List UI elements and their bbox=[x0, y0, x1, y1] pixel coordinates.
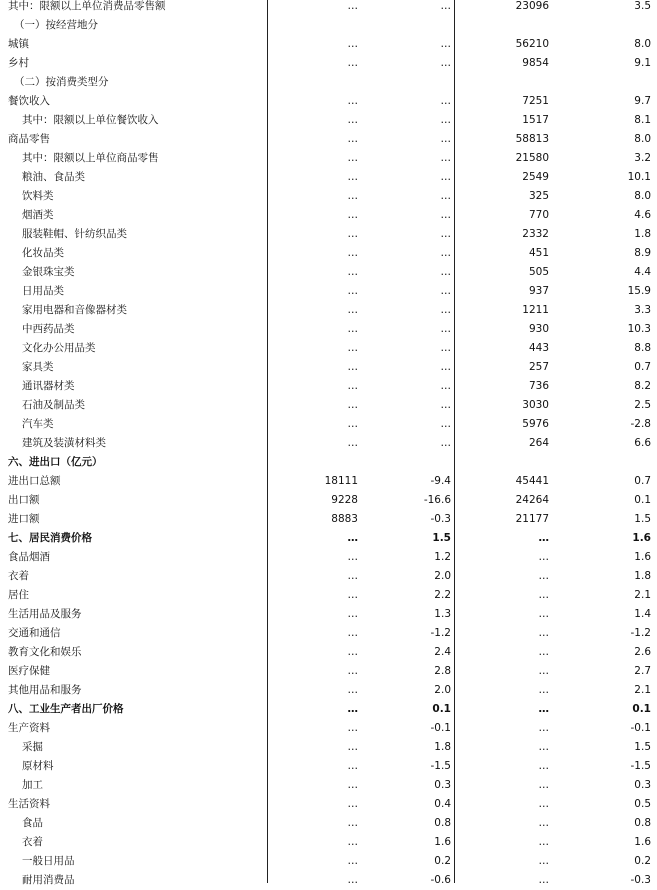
cell-c2: 1.2 bbox=[434, 551, 451, 563]
cell-c2: -0.1 bbox=[430, 722, 451, 734]
cell-c3: 451 bbox=[528, 247, 549, 259]
cell-c4: 2.1 bbox=[634, 684, 651, 696]
table-row bbox=[0, 149, 657, 168]
cell-c3: 5976 bbox=[522, 418, 549, 430]
cell-c4: 4.6 bbox=[634, 209, 651, 221]
cell-c1: … bbox=[347, 247, 358, 259]
row-label: 交通和通信 bbox=[8, 627, 61, 639]
cell-c4: 1.4 bbox=[634, 608, 651, 620]
cell-c3: … bbox=[538, 874, 549, 886]
table-row bbox=[0, 16, 657, 35]
cell-c1: … bbox=[347, 133, 358, 145]
table-row bbox=[0, 339, 657, 358]
cell-c1: 9228 bbox=[331, 494, 358, 506]
cell-c4: 3.5 bbox=[634, 0, 651, 12]
table-row bbox=[0, 396, 657, 415]
row-label: 教育文化和娱乐 bbox=[8, 646, 82, 658]
row-label: 金银珠宝类 bbox=[22, 266, 75, 278]
row-label: 生活用品及服务 bbox=[8, 608, 82, 620]
table-row bbox=[0, 776, 657, 795]
table-row bbox=[0, 301, 657, 320]
row-label: 其他用品和服务 bbox=[8, 684, 82, 696]
cell-c1: … bbox=[347, 0, 358, 12]
cell-c4: 1.6 bbox=[632, 532, 651, 544]
table-row bbox=[0, 852, 657, 871]
table-row bbox=[0, 700, 657, 719]
row-label: 乡村 bbox=[8, 57, 29, 69]
cell-c1: … bbox=[347, 589, 358, 601]
cell-c1: … bbox=[347, 304, 358, 316]
cell-c4: 4.4 bbox=[634, 266, 651, 278]
cell-c1: 8883 bbox=[331, 513, 358, 525]
cell-c4: 0.8 bbox=[634, 817, 651, 829]
table-row bbox=[0, 111, 657, 130]
cell-c2: … bbox=[440, 228, 451, 240]
cell-c4: 3.2 bbox=[634, 152, 651, 164]
cell-c4: 15.9 bbox=[627, 285, 651, 297]
cell-c1: … bbox=[347, 57, 358, 69]
row-label: 食品烟酒 bbox=[8, 551, 50, 563]
row-label: 食品 bbox=[22, 817, 43, 829]
table-row bbox=[0, 681, 657, 700]
cell-c1: … bbox=[347, 722, 358, 734]
cell-c4: 8.0 bbox=[634, 190, 651, 202]
cell-c4: 10.1 bbox=[627, 171, 651, 183]
table-row bbox=[0, 130, 657, 149]
row-label: 汽车类 bbox=[22, 418, 54, 430]
cell-c4: 0.1 bbox=[632, 703, 651, 715]
row-label: 衣着 bbox=[22, 836, 43, 848]
cell-c2: … bbox=[440, 38, 451, 50]
cell-c1: … bbox=[347, 855, 358, 867]
cell-c2: … bbox=[440, 247, 451, 259]
cell-c1: … bbox=[347, 646, 358, 658]
row-label: 烟酒类 bbox=[22, 209, 54, 221]
cell-c3: 24264 bbox=[515, 494, 549, 506]
cell-c3: 21177 bbox=[515, 513, 549, 525]
table-row bbox=[0, 54, 657, 73]
row-label: 生产资料 bbox=[8, 722, 50, 734]
row-label: 六、进出口（亿元） bbox=[8, 456, 103, 468]
cell-c3: 930 bbox=[528, 323, 549, 335]
row-label: （二）按消费类型分 bbox=[14, 76, 109, 88]
table-row bbox=[0, 643, 657, 662]
cell-c1: 18111 bbox=[324, 475, 358, 487]
cell-c2: 2.4 bbox=[434, 646, 451, 658]
cell-c1: … bbox=[347, 627, 358, 639]
row-label: 石油及制品类 bbox=[22, 399, 85, 411]
cell-c2: 0.8 bbox=[434, 817, 451, 829]
row-label: 原材料 bbox=[22, 760, 54, 772]
cell-c3: 3030 bbox=[522, 399, 549, 411]
cell-c4: 8.0 bbox=[634, 38, 651, 50]
cell-c4: 9.1 bbox=[634, 57, 651, 69]
cell-c4: 1.5 bbox=[634, 741, 651, 753]
cell-c1: … bbox=[347, 684, 358, 696]
cell-c2: … bbox=[440, 361, 451, 373]
cell-c2: … bbox=[440, 152, 451, 164]
row-label: 其中：限额以上单位商品零售 bbox=[22, 152, 159, 164]
cell-c4: 6.6 bbox=[634, 437, 651, 449]
cell-c4: 0.2 bbox=[634, 855, 651, 867]
cell-c1: … bbox=[347, 798, 358, 810]
table-row bbox=[0, 795, 657, 814]
cell-c4: 2.6 bbox=[634, 646, 651, 658]
cell-c3: 1517 bbox=[522, 114, 549, 126]
cell-c3: 443 bbox=[528, 342, 549, 354]
cell-c3: 45441 bbox=[515, 475, 549, 487]
cell-c2: 2.2 bbox=[434, 589, 451, 601]
cell-c4: 1.5 bbox=[634, 513, 651, 525]
cell-c3: … bbox=[538, 589, 549, 601]
cell-c1: … bbox=[347, 380, 358, 392]
cell-c3: 7251 bbox=[522, 95, 549, 107]
cell-c2: 1.6 bbox=[434, 836, 451, 848]
row-label: 衣着 bbox=[8, 570, 29, 582]
table-row bbox=[0, 472, 657, 491]
table-row bbox=[0, 263, 657, 282]
cell-c4: -1.2 bbox=[630, 627, 651, 639]
cell-c1: … bbox=[347, 741, 358, 753]
cell-c2: 0.2 bbox=[434, 855, 451, 867]
cell-c4: 1.8 bbox=[634, 228, 651, 240]
cell-c3: … bbox=[538, 779, 549, 791]
row-label: 日用品类 bbox=[22, 285, 64, 297]
cell-c3: 264 bbox=[528, 437, 549, 449]
cell-c2: -1.5 bbox=[430, 760, 451, 772]
table-row bbox=[0, 0, 657, 16]
cell-c3: … bbox=[538, 760, 549, 772]
cell-c3: … bbox=[538, 722, 549, 734]
table-row bbox=[0, 415, 657, 434]
cell-c1: … bbox=[347, 760, 358, 772]
row-label: 八、工业生产者出厂价格 bbox=[8, 703, 124, 715]
cell-c4: 10.3 bbox=[627, 323, 651, 335]
cell-c3: 937 bbox=[528, 285, 549, 297]
cell-c2: -9.4 bbox=[430, 475, 451, 487]
table-row bbox=[0, 73, 657, 92]
cell-c4: -0.3 bbox=[630, 874, 651, 886]
cell-c2: … bbox=[440, 380, 451, 392]
cell-c1: … bbox=[347, 285, 358, 297]
cell-c2: 0.1 bbox=[432, 703, 451, 715]
cell-c3: … bbox=[538, 646, 549, 658]
cell-c3: … bbox=[538, 684, 549, 696]
row-label: 建筑及装潢材料类 bbox=[22, 437, 106, 449]
cell-c4: 0.7 bbox=[634, 475, 651, 487]
cell-c1: … bbox=[347, 228, 358, 240]
cell-c2: 0.3 bbox=[434, 779, 451, 791]
table-row bbox=[0, 586, 657, 605]
cell-c4: 0.1 bbox=[634, 494, 651, 506]
cell-c1: … bbox=[347, 817, 358, 829]
cell-c3: … bbox=[538, 798, 549, 810]
cell-c4: 0.5 bbox=[634, 798, 651, 810]
row-label: 家具类 bbox=[22, 361, 54, 373]
cell-c2: 2.8 bbox=[434, 665, 451, 677]
cell-c2: … bbox=[440, 95, 451, 107]
row-label: 医疗保健 bbox=[8, 665, 50, 677]
row-label: 耐用消费品 bbox=[22, 874, 75, 886]
cell-c3: … bbox=[538, 703, 549, 715]
cell-c3: 23096 bbox=[515, 0, 549, 12]
cell-c4: 1.8 bbox=[634, 570, 651, 582]
cell-c3: 770 bbox=[528, 209, 549, 221]
cell-c4: 1.6 bbox=[634, 551, 651, 563]
cell-c2: 1.3 bbox=[434, 608, 451, 620]
table-row bbox=[0, 92, 657, 111]
cell-c2: … bbox=[440, 285, 451, 297]
cell-c3: … bbox=[538, 836, 549, 848]
cell-c4: 0.3 bbox=[634, 779, 651, 791]
table-row bbox=[0, 377, 657, 396]
cell-c2: … bbox=[440, 418, 451, 430]
row-label: 七、居民消费价格 bbox=[8, 532, 92, 544]
cell-c4: 8.8 bbox=[634, 342, 651, 354]
cell-c1: … bbox=[347, 38, 358, 50]
row-label: 粮油、食品类 bbox=[22, 171, 85, 183]
cell-c3: 2332 bbox=[522, 228, 549, 240]
cell-c2: … bbox=[440, 323, 451, 335]
cell-c1: … bbox=[347, 114, 358, 126]
cell-c2: … bbox=[440, 437, 451, 449]
cell-c1: … bbox=[347, 608, 358, 620]
row-label: 服装鞋帽、针纺织品类 bbox=[22, 228, 127, 240]
row-label: 加工 bbox=[22, 779, 43, 791]
cell-c2: … bbox=[440, 190, 451, 202]
cell-c4: 2.5 bbox=[634, 399, 651, 411]
cell-c3: … bbox=[538, 532, 549, 544]
cell-c3: 58813 bbox=[515, 133, 549, 145]
cell-c4: -1.5 bbox=[630, 760, 651, 772]
row-label: （一）按经营地分 bbox=[14, 19, 98, 31]
cell-c1: … bbox=[347, 95, 358, 107]
cell-c1: … bbox=[347, 209, 358, 221]
table-row bbox=[0, 320, 657, 339]
cell-c3: … bbox=[538, 741, 549, 753]
cell-c1: … bbox=[347, 418, 358, 430]
cell-c1: … bbox=[347, 532, 358, 544]
cell-c1: … bbox=[347, 665, 358, 677]
cell-c1: … bbox=[347, 703, 358, 715]
table-row bbox=[0, 871, 657, 890]
cell-c1: … bbox=[347, 171, 358, 183]
row-label: 出口额 bbox=[8, 494, 40, 506]
cell-c4: 2.1 bbox=[634, 589, 651, 601]
table-row bbox=[0, 225, 657, 244]
cell-c3: … bbox=[538, 817, 549, 829]
cell-c3: 505 bbox=[528, 266, 549, 278]
table-row bbox=[0, 662, 657, 681]
row-label: 中西药品类 bbox=[22, 323, 75, 335]
cell-c2: … bbox=[440, 133, 451, 145]
cell-c1: … bbox=[347, 437, 358, 449]
cell-c2: … bbox=[440, 342, 451, 354]
cell-c2: … bbox=[440, 266, 451, 278]
table-row bbox=[0, 35, 657, 54]
cell-c3: … bbox=[538, 570, 549, 582]
row-label: 餐饮收入 bbox=[8, 95, 50, 107]
cell-c4: 8.0 bbox=[634, 133, 651, 145]
cell-c2: 1.5 bbox=[432, 532, 451, 544]
row-label: 化妆品类 bbox=[22, 247, 64, 259]
cell-c1: … bbox=[347, 836, 358, 848]
cell-c2: … bbox=[440, 171, 451, 183]
cell-c3: 1211 bbox=[522, 304, 549, 316]
cell-c3: 257 bbox=[528, 361, 549, 373]
cell-c3: 56210 bbox=[515, 38, 549, 50]
cell-c4: 8.9 bbox=[634, 247, 651, 259]
cell-c2: … bbox=[440, 114, 451, 126]
table-row bbox=[0, 168, 657, 187]
table-row bbox=[0, 510, 657, 529]
cell-c2: 0.4 bbox=[434, 798, 451, 810]
cell-c3: … bbox=[538, 855, 549, 867]
cell-c2: -16.6 bbox=[423, 494, 451, 506]
cell-c4: -0.1 bbox=[630, 722, 651, 734]
cell-c3: 325 bbox=[528, 190, 549, 202]
cell-c1: … bbox=[347, 152, 358, 164]
cell-c3: … bbox=[538, 665, 549, 677]
cell-c3: … bbox=[538, 551, 549, 563]
cell-c2: 2.0 bbox=[434, 684, 451, 696]
table-row bbox=[0, 434, 657, 453]
cell-c2: … bbox=[440, 209, 451, 221]
cell-c4: 2.7 bbox=[634, 665, 651, 677]
table-row bbox=[0, 719, 657, 738]
cell-c2: … bbox=[440, 57, 451, 69]
cell-c3: 21580 bbox=[515, 152, 549, 164]
cell-c4: 0.7 bbox=[634, 361, 651, 373]
cell-c1: … bbox=[347, 779, 358, 791]
row-label: 生活资料 bbox=[8, 798, 50, 810]
row-label: 一般日用品 bbox=[22, 855, 75, 867]
row-label: 进出口总额 bbox=[8, 475, 61, 487]
cell-c2: … bbox=[440, 0, 451, 12]
cell-c2: 2.0 bbox=[434, 570, 451, 582]
row-label: 文化办公用品类 bbox=[22, 342, 96, 354]
table-row bbox=[0, 757, 657, 776]
row-label: 家用电器和音像器材类 bbox=[22, 304, 127, 316]
cell-c3: 9854 bbox=[522, 57, 549, 69]
row-label: 居住 bbox=[8, 589, 29, 601]
cell-c2: -1.2 bbox=[430, 627, 451, 639]
row-label: 进口额 bbox=[8, 513, 40, 525]
cell-c2: -0.6 bbox=[430, 874, 451, 886]
cell-c1: … bbox=[347, 361, 358, 373]
table-row bbox=[0, 624, 657, 643]
cell-c4: 3.3 bbox=[634, 304, 651, 316]
cell-c1: … bbox=[347, 266, 358, 278]
table-row bbox=[0, 814, 657, 833]
row-label: 采掘 bbox=[22, 741, 43, 753]
row-label: 其中：限额以上单位消费品零售额 bbox=[8, 0, 166, 12]
table-row bbox=[0, 529, 657, 548]
cell-c3: 2549 bbox=[522, 171, 549, 183]
cell-c1: … bbox=[347, 342, 358, 354]
table-row bbox=[0, 187, 657, 206]
row-label: 商品零售 bbox=[8, 133, 50, 145]
table-row bbox=[0, 567, 657, 586]
cell-c2: 1.8 bbox=[434, 741, 451, 753]
row-label: 通讯器材类 bbox=[22, 380, 75, 392]
table-row bbox=[0, 548, 657, 567]
table-row bbox=[0, 244, 657, 263]
table-row bbox=[0, 206, 657, 225]
cell-c3: … bbox=[538, 608, 549, 620]
cell-c2: -0.3 bbox=[430, 513, 451, 525]
table-row bbox=[0, 453, 657, 472]
table-row bbox=[0, 605, 657, 624]
table-row bbox=[0, 738, 657, 757]
cell-c4: 9.7 bbox=[634, 95, 651, 107]
cell-c2: … bbox=[440, 399, 451, 411]
cell-c1: … bbox=[347, 551, 358, 563]
cell-c2: … bbox=[440, 304, 451, 316]
cell-c4: 8.2 bbox=[634, 380, 651, 392]
table-row bbox=[0, 491, 657, 510]
row-label: 城镇 bbox=[8, 38, 29, 50]
row-label: 饮料类 bbox=[22, 190, 54, 202]
cell-c4: 8.1 bbox=[634, 114, 651, 126]
cell-c1: … bbox=[347, 190, 358, 202]
cell-c1: … bbox=[347, 570, 358, 582]
cell-c4: 1.6 bbox=[634, 836, 651, 848]
table-row bbox=[0, 358, 657, 377]
cell-c4: -2.8 bbox=[630, 418, 651, 430]
cell-c1: … bbox=[347, 874, 358, 886]
table-row bbox=[0, 833, 657, 852]
cell-c3: … bbox=[538, 627, 549, 639]
table-row bbox=[0, 282, 657, 301]
cell-c3: 736 bbox=[528, 380, 549, 392]
row-label: 其中：限额以上单位餐饮收入 bbox=[22, 114, 159, 126]
cell-c1: … bbox=[347, 323, 358, 335]
cell-c1: … bbox=[347, 399, 358, 411]
